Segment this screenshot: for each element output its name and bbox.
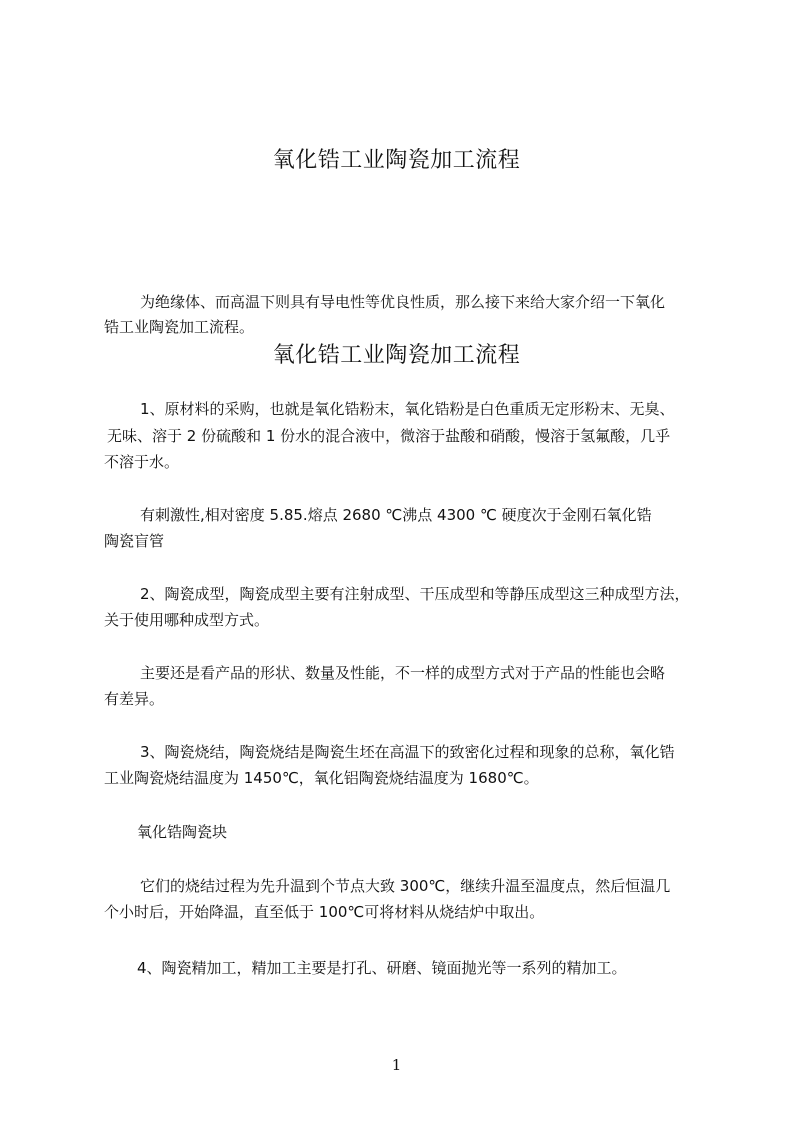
step4-line-1: 4、陶瓷精加工，精加工主要是打孔、研磨、镜面抛光等一系列的精加工。 bbox=[137, 959, 627, 977]
step3-line-2: 工业陶瓷烧结温度为 1450℃，氧化铝陶瓷烧结温度为 1680℃。 bbox=[104, 769, 539, 787]
intro-line-1: 为绝缘体、而高温下则具有导电性等优良性质，那么接下来给大家介绍一下氧化 bbox=[140, 293, 666, 311]
properties-line-2: 陶瓷盲管 bbox=[104, 532, 165, 550]
step2-line-1: 2、陶瓷成型，陶瓷成型主要有注射成型、干压成型和等静压成型这三种成型方法， bbox=[140, 585, 690, 603]
properties-line-1: 有刺激性,相对密度 5.85.熔点 2680 ℃沸点 4300 ℃ 硬度次于金刚石氧化锆 bbox=[140, 506, 652, 524]
step2-note-line-1: 主要还是看产品的形状、数量及性能，不一样的成型方式对于产品的性能也会略 bbox=[140, 664, 666, 682]
step1-line-3: 不溶于水。 bbox=[104, 453, 180, 471]
block-label: 氧化锆陶瓷块 bbox=[137, 823, 228, 841]
step1-line-2: 无味、溶于 2 份硫酸和 1 份水的混合液中，微溶于盐酸和硝酸，慢溶于氢氟酸，几乎 bbox=[107, 427, 671, 445]
page-number: 1 bbox=[391, 1056, 402, 1074]
step1-line-1: 1、原材料的采购，也就是氧化锆粉末，氧化锆粉是白色重质无定形粉末、无臭、 bbox=[140, 400, 675, 418]
step2-note-line-2: 有差异。 bbox=[104, 690, 165, 708]
section-heading: 氧化锆工业陶瓷加工流程 bbox=[272, 343, 521, 368]
document-title: 氧化锆工业陶瓷加工流程 bbox=[272, 148, 521, 173]
sintering-line-1: 它们的烧结过程为先升温到个节点大致 300℃，继续升温至温度点，然后恒温几 bbox=[140, 877, 671, 895]
step3-line-1: 3、陶瓷烧结，陶瓷烧结是陶瓷生坯在高温下的致密化过程和现象的总称，氧化锆 bbox=[140, 743, 675, 761]
sintering-line-2: 个小时后，开始降温，直至低于 100℃可将材料从烧结炉中取出。 bbox=[104, 903, 545, 921]
step2-line-2: 关于使用哪种成型方式。 bbox=[104, 611, 270, 629]
intro-line-2: 锆工业陶瓷加工流程。 bbox=[104, 318, 255, 336]
